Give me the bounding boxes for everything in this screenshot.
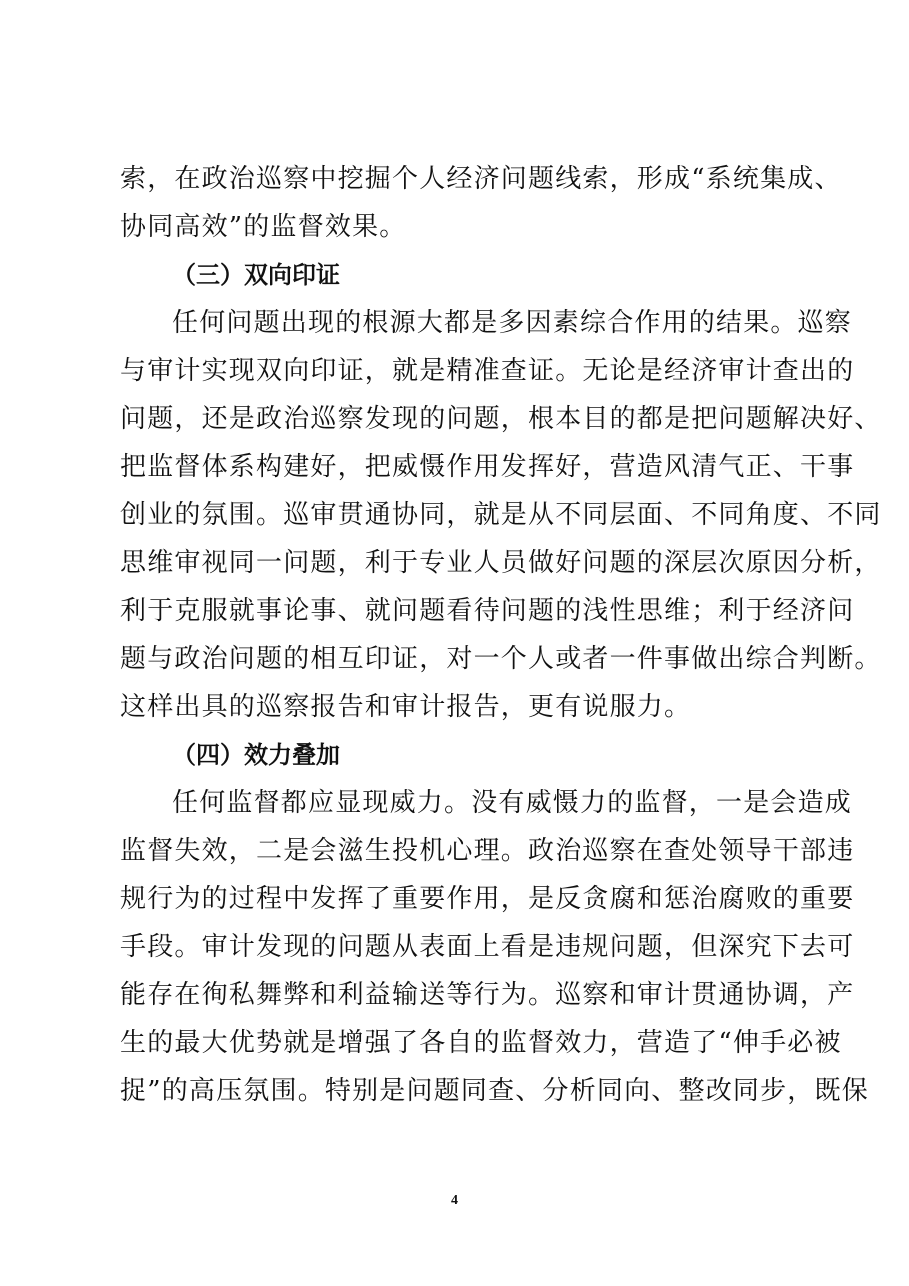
paragraph-line: 索，在政治巡察中挖掘个人经济问题线索，形成“系统集成、	[120, 164, 842, 194]
page-number: 4	[451, 1193, 458, 1208]
paragraph-line: 利于克服就事论事、就问题看待问题的浅性思维；利于经济问	[120, 596, 855, 626]
paragraph-line: 问题，还是政治巡察发现的问题，根本目的都是把问题解决好、	[120, 404, 882, 434]
paragraph-line: 手段。审计发现的问题从表面上看是违规问题，但深究下去可	[120, 932, 855, 962]
paragraph-line: 能存在徇私舞弊和利益输送等行为。巡察和审计贯通协调，产	[120, 980, 855, 1010]
paragraph-line: 这样出具的巡察报告和审计报告，更有说服力。	[120, 692, 692, 722]
paragraph-line: 生的最大优势就是增强了各自的监督效力，营造了“伸手必被	[120, 1028, 842, 1058]
paragraph-line: 创业的氛围。巡审贯通协同，就是从不同层面、不同角度、不同	[120, 500, 882, 530]
paragraph-line: 规行为的过程中发挥了重要作用，是反贪腐和惩治腐败的重要	[120, 884, 855, 914]
paragraph-line: 协同高效”的监督效果。	[120, 212, 407, 242]
section-heading-three: （三）双向印证	[172, 261, 340, 289]
paragraph-line: 捉”的高压氛围。特别是问题同查、分析同向、整改同步，既保	[120, 1076, 869, 1106]
paragraph-line: 与审计实现双向印证，就是精准查证。无论是经济审计查出的	[120, 356, 855, 386]
paragraph-line: 把监督体系构建好，把威慑作用发挥好，营造风清气正、干事	[120, 452, 855, 482]
paragraph-line: 题与政治问题的相互印证，对一个人或者一件事做出综合判断。	[120, 644, 882, 674]
paragraph-line: 思维审视同一问题，利于专业人员做好问题的深层次原因分析，	[120, 548, 882, 578]
paragraph-line: 任何监督都应显现威力。没有威慑力的监督，一是会造成	[172, 788, 853, 818]
paragraph-line: 监督失效，二是会滋生投机心理。政治巡察在查处领导干部违	[120, 836, 855, 866]
section-heading-four: （四）效力叠加	[172, 741, 340, 769]
paragraph-line: 任何问题出现的根源大都是多因素综合作用的结果。巡察	[172, 308, 853, 338]
